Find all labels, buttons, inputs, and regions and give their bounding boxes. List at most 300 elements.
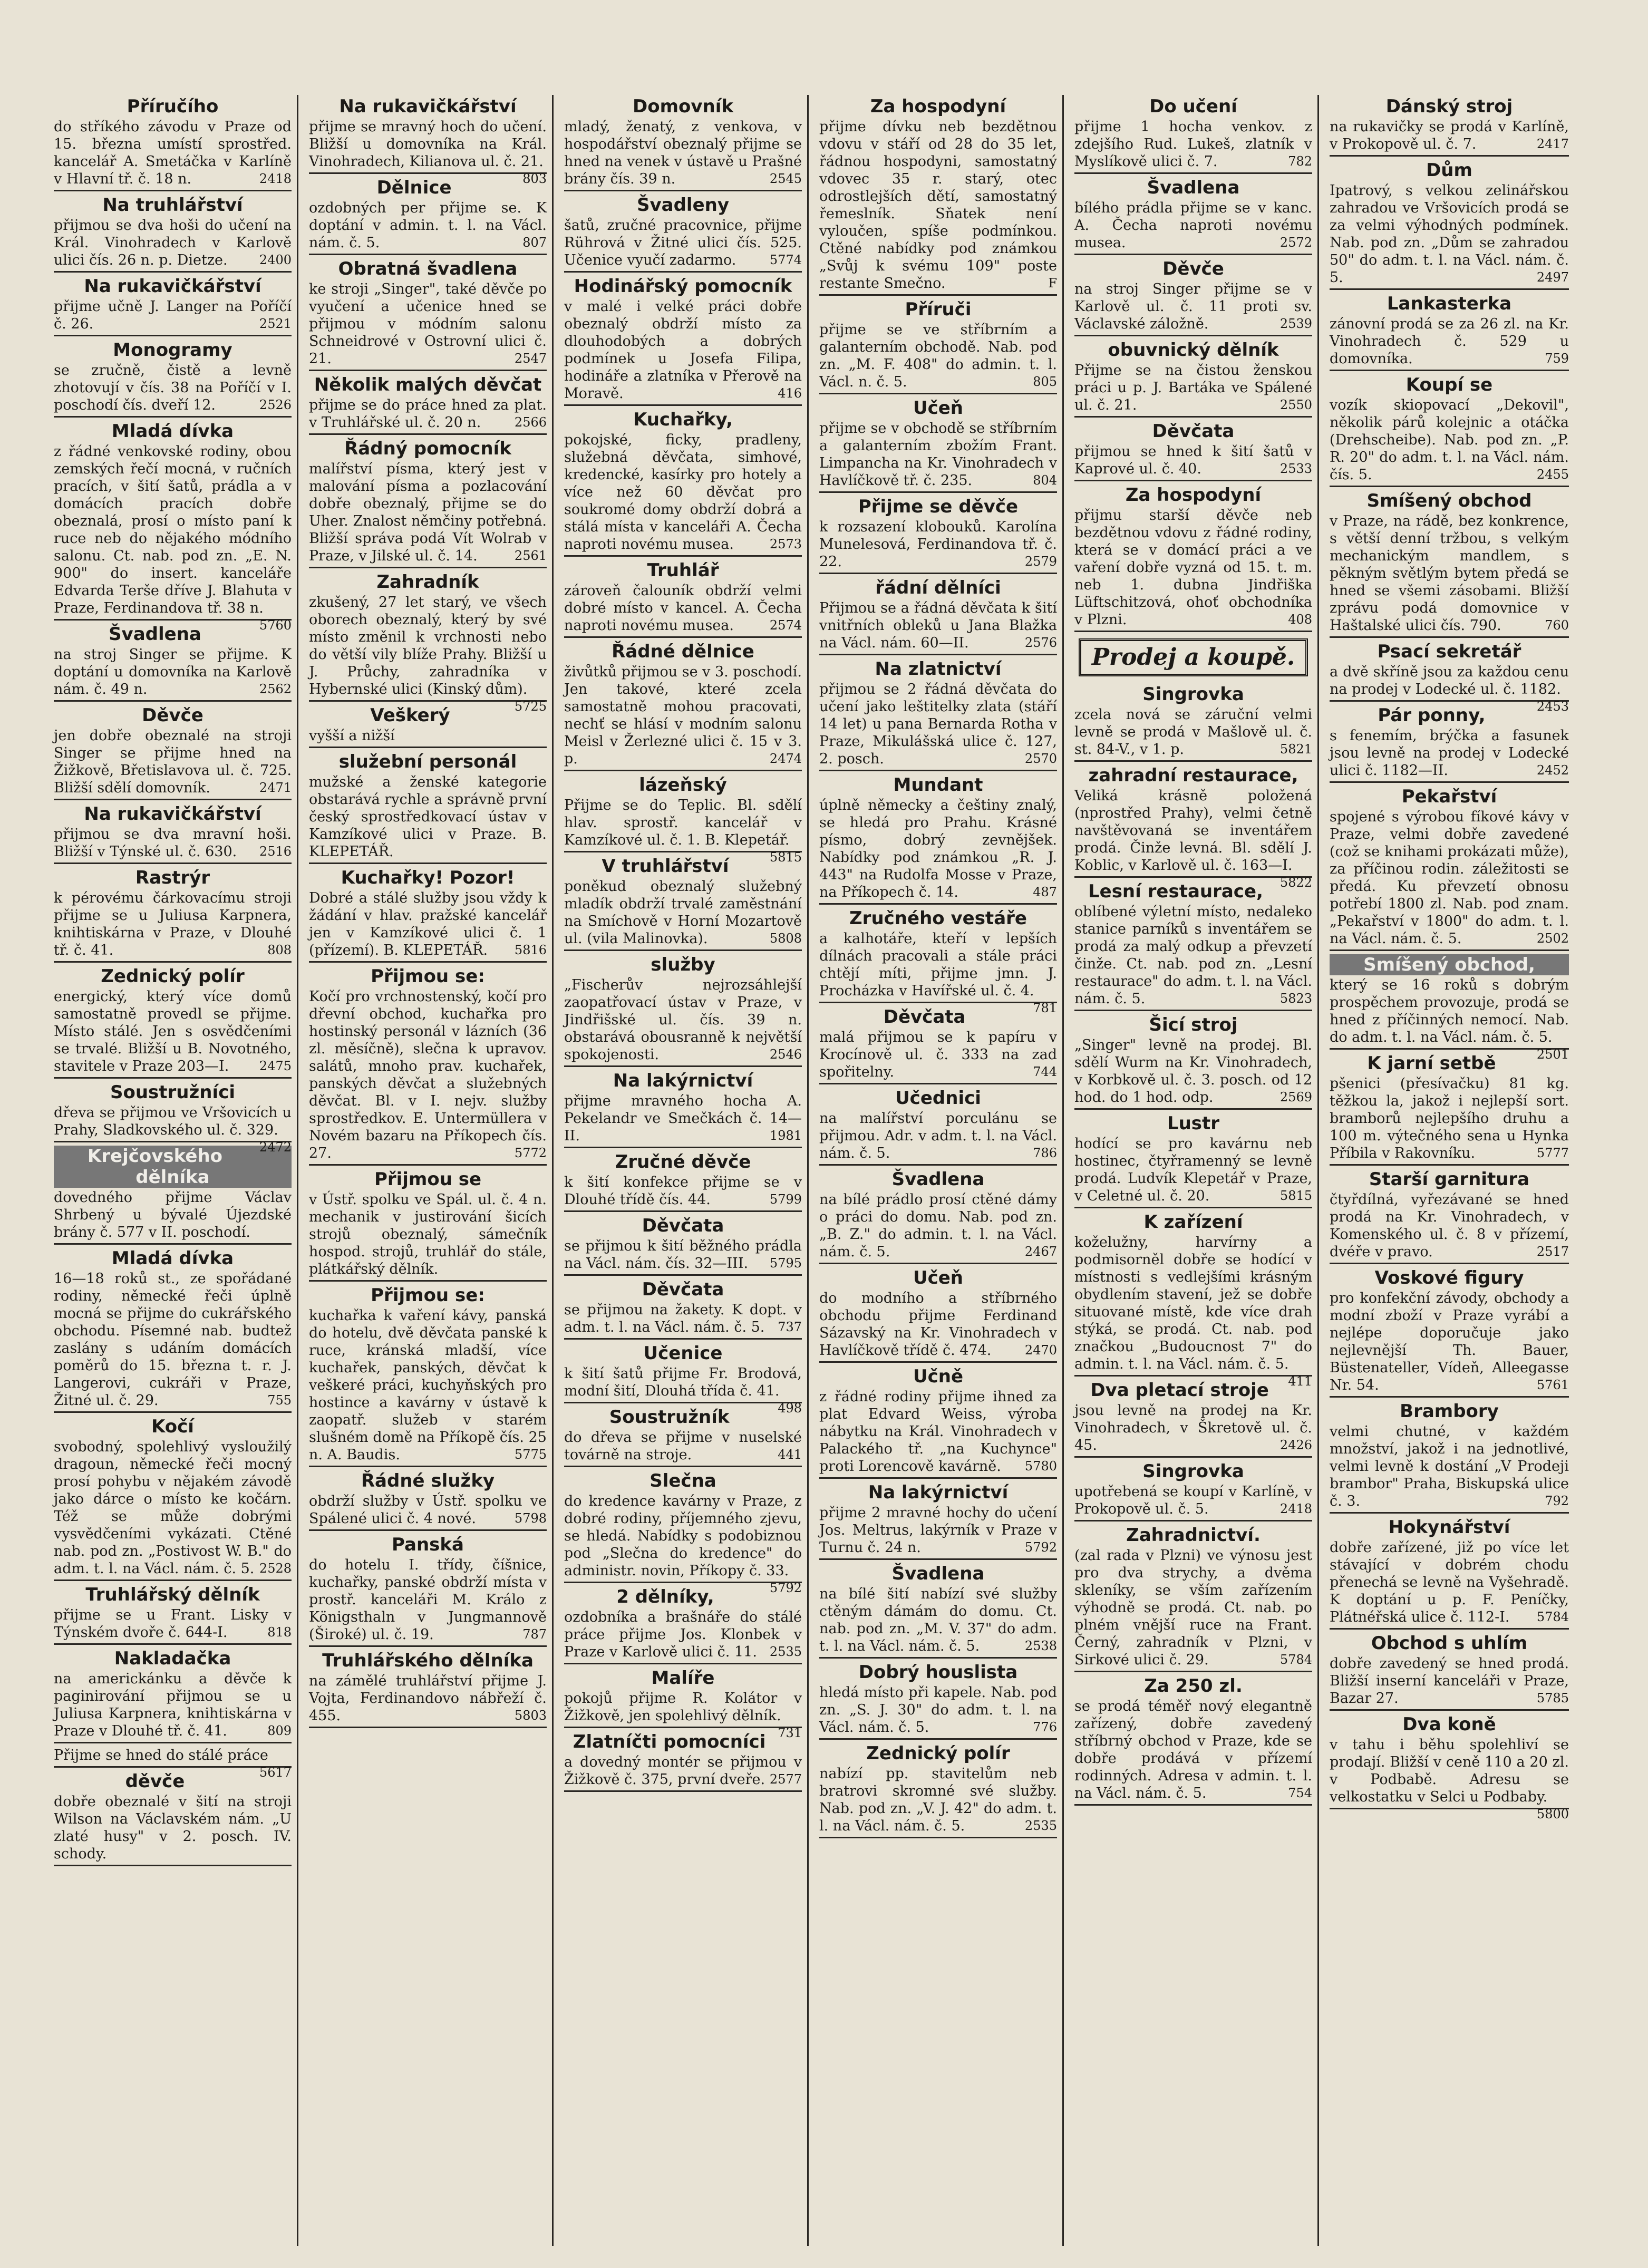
ad-text: svobodný, spolehlivý vysloužilý dragoun, německé řeči mocný prosí pohybu v nějakém závodě jako dárce o místo ke kočárn. Též se může dobrými vysvědčeními vykázati. Ctěné nab. pod zn. „Postivost W. B." do adm. t. l. na Václ. nám. č. 5.	[54, 1439, 292, 1577]
ad-text: přijme mravného hocha A. Pekelandr ve Smečkách č. 14—II.	[564, 1093, 802, 1144]
classified-ad	[309, 867, 547, 963]
classified-ad	[564, 1279, 802, 1340]
ad-number: 416	[778, 386, 802, 401]
ad-text: obdrží služby v Ústř. spolku ve Spálené ulici č. 4 nové.	[309, 1493, 547, 1527]
classified-ad	[564, 1215, 802, 1276]
ad-heading: Děvče	[1162, 258, 1224, 279]
ad-text: na bílé šití nabízí své služby ctěným dámám do domu. Ct. nab. pod zn. „M. V. 37" do adm. t. l. na Václ. nám. č. 5.	[819, 1586, 1057, 1654]
ad-text: přijme se do práce hned za plat. v Truhlářské ul. č. 20 n.	[309, 397, 547, 431]
ad-heading: Starší garnitura	[1369, 1169, 1530, 1190]
ad-number: 2547	[514, 351, 547, 366]
classified-ad	[564, 1470, 802, 1595]
ad-heading: Malíře	[651, 1668, 715, 1689]
ad-heading: Domovník	[632, 96, 733, 117]
ad-text: se zručně, čistě a levně zhotovují v čís. 38 na Poříčí v I. poschodí čís. dveří 12.	[54, 362, 292, 413]
ad-number: 781	[1033, 1001, 1057, 1015]
ad-heading: Řádné dělnice	[612, 641, 754, 662]
ad-text: přijme 1 hocha venkov. z zdejšího Rud. Lukeš, zlatník v Myslíkově ulici č. 7.	[1074, 119, 1312, 170]
ad-number: 786	[1033, 1146, 1057, 1160]
classified-ad	[54, 1082, 292, 1155]
ad-text: velmi chutné, v každém množství, jakož i na jednotlivé, velmi levně k dostání „V Prodeji brambor" Praha, Biskupská ulice č. 3.	[1330, 1423, 1569, 1509]
classified-ad	[54, 1416, 292, 1581]
ad-heading: Mundant	[893, 774, 983, 796]
ad-heading: Lankasterka	[1387, 293, 1512, 314]
ad-text: zánovní prodá se za 26 zl. na Kr. Vinohradech č. 529 u domovníka.	[1330, 316, 1569, 367]
ad-heading: Za hospodyní	[1125, 484, 1262, 506]
ad-heading: Dánský stroj	[1385, 96, 1513, 117]
classified-ad	[1330, 1169, 1569, 1264]
classified-ad	[819, 774, 1057, 905]
ad-number: 2453	[1536, 699, 1569, 714]
ad-heading: Kuchařky,	[633, 409, 733, 430]
ad-heading: Lesní restaurace,	[1088, 881, 1263, 902]
ad-text: nabízí pp. stavitelům neb bratrovi skromné své služby. Nab. pod zn. „V. J. 42" do adm. t. l. na Václ. nám. č. 5.	[819, 1766, 1057, 1834]
ad-heading: Příruči	[905, 299, 972, 320]
ad-heading: Šicí stroj	[1149, 1014, 1238, 1035]
ad-text: přijme se v obchodě se stříbrním a galanterním zbožím Frant. Limpancha na Kr. Vinohradech v Havlíčkově tř. č. 235.	[819, 420, 1057, 489]
ad-number: 2417	[1536, 137, 1569, 151]
ad-number: 2535	[769, 1644, 802, 1659]
ad-column-1	[51, 95, 298, 2246]
ad-text: z řádné venkovské rodiny, obou zemských řečí mocná, v ručních pracích, v šití šatů, prádla a v domácích pracích dobře obeznalá, prosí o místo paní k ruce neb do nějakého módního salonu. Ct. nab. pod zn. „E. N. 900" do insert. kanceláře Edvarda Terše dříve J. Blahuta v Praze, Ferdinandova tř. 38 n.	[54, 443, 292, 616]
ad-number: 5774	[769, 253, 802, 267]
classified-ad	[819, 1662, 1057, 1740]
ad-number: 2517	[1536, 1244, 1569, 1259]
ad-number: 2501	[1536, 1047, 1569, 1062]
ad-number: 2533	[1279, 461, 1312, 476]
ad-text: malířství písma, který jest v malování písma a pozlacování dobře obeznalý, přijme se do Uher. Znalost němčiny potřebná. Bližší správa podá Vít Wolrab v Praze, v Jilské ul. č. 14.	[309, 461, 547, 564]
ad-text: vozík skiopovací „Dekovil", několik párů kolejnic a otáčka (Drehscheibe). Nab. pod zn. „P. R. 20" do adm. t. l. na Václ. nám. čís. 5.	[1330, 397, 1569, 483]
ad-heading: Přijme se děvče	[858, 496, 1019, 517]
ad-heading: Na rukavičkářství	[339, 96, 517, 117]
ad-text: úplně německy a češtiny znalý, se hledá pro Prahu. Krásné písmo, dobrý zevnějšek. Nabídky pod známkou „R. J. 443" na Rudolfa Mosse v Praze, na Příkopech č. 14.	[819, 797, 1057, 900]
ad-text: do hotelu I. třídy, číšnice, kuchařky, panské obdrží místa v prostř. kanceláři M. Králo z Königsthaln v Jungmannově (Široké) ul. č. 19.	[309, 1557, 547, 1643]
ad-number: 805	[1033, 374, 1057, 389]
ad-heading: V truhlářství	[602, 856, 729, 877]
ad-heading: Hokynářství	[1388, 1517, 1510, 1538]
classified-ad	[54, 1584, 292, 1645]
ad-heading: Učeň	[913, 398, 964, 419]
ad-heading: Psací sekretář	[1377, 641, 1521, 662]
ad-heading: Kočí	[151, 1416, 194, 1437]
ad-heading: Na lakýrnictví	[613, 1070, 753, 1091]
ad-heading: Děvčata	[1152, 421, 1235, 442]
ad-heading: Na truhlářství	[102, 195, 243, 216]
ad-number: 2516	[259, 844, 292, 859]
ad-text: k šití šatů přijme Fr. Brodová, modní šití, Dlouhá třída č. 41.	[564, 1365, 802, 1399]
classified-ad	[819, 1366, 1057, 1479]
ad-heading: Smíšený obchod	[1366, 490, 1532, 511]
ad-text: bílého prádla přijme se v kanc. A. Čecha naproti novému musea.	[1074, 200, 1312, 251]
ad-number: 755	[267, 1393, 292, 1408]
ad-heading: Příručího	[127, 96, 219, 117]
ad-text: na americkánku a děvče k paginirování přijmou se u Juliusa Karpnera, knihtiskárna v Praze v Dlouhé tř. č. 41.	[54, 1671, 292, 1739]
classified-ad	[54, 1771, 292, 1866]
classified-ad	[1330, 160, 1569, 290]
ad-number: 1981	[769, 1128, 802, 1143]
ad-text: přijmu starší děvče neb bezdětnou vdovu z řádné rodiny, která se v domácí práci a ve vaření dobře vyzná od 15. t. m. neb 1. dubna Jindřiška Lüftschitzová, ohoť obchodníka v Plzni.	[1074, 507, 1312, 628]
classified-ad	[1330, 1633, 1569, 1711]
ad-heading: K jarní setbě	[1367, 1053, 1496, 1074]
ad-text: oblíbené výletní místo, nedaleko stanice parníků s inventářem se prodá za malý odkup a převzetí činže. Ct. nab. pod zn. „Lesní restaurace" do adm. t. l. na Václ. nám. č. 5.	[1074, 904, 1312, 1007]
classified-ad	[1074, 421, 1312, 481]
ad-heading: Zahradnictví.	[1126, 1525, 1261, 1546]
ad-number: 411	[1288, 1374, 1312, 1389]
ad-text: z řádné rodiny přijme ihned za plat Edvard Weiss, výroba nábytku na Král. Vinohradech v Palackého tř. „na Kuchynce" proti Lorencově kavárně.	[819, 1389, 1057, 1475]
ad-number: 5816	[514, 943, 547, 957]
ad-number: 5798	[514, 1511, 547, 1526]
ad-text: k rozsazení klobouků. Karolína Munelesová, Ferdinandova tř. č. 22.	[819, 519, 1057, 570]
ad-heading: Pár ponny,	[1378, 705, 1486, 726]
ad-text: jsou levně na prodej na Kr. Vinohradech, v Škretově ul. č. 45.	[1074, 1402, 1312, 1453]
ad-text: na stroj Singer přijme se v Karlově ul. č. 11 proti sv. Václavské záložně.	[1074, 281, 1312, 332]
ad-number: 408	[1288, 612, 1312, 627]
classified-ad	[309, 96, 547, 186]
ad-number: 5760	[259, 618, 292, 633]
ad-number: 2400	[259, 253, 292, 267]
ad-heading: Švadlena	[1147, 177, 1240, 198]
ad-number: 782	[1288, 154, 1312, 169]
ad-number: 2528	[259, 1561, 292, 1576]
ad-text: zkušený, 27 let starý, ve všech oborech obeznalý, který by své místo změnil k vrchnosti nebo do větší vily blíže Prahy. Bližší u J. Průchy, zahradníka v Hybernské ulici (Kinský dům).	[309, 594, 547, 697]
ad-number: 5761	[1536, 1378, 1569, 1392]
classified-ad	[564, 1151, 802, 1212]
classified-ad	[1074, 684, 1312, 762]
ad-text: do dřeva se přijme v nuselské továrně na stroje.	[564, 1429, 802, 1463]
classified-ad	[1330, 1053, 1569, 1166]
ad-number: 731	[778, 1726, 802, 1740]
ad-heading: Soustružník	[609, 1407, 730, 1428]
ad-heading: děvče	[125, 1771, 185, 1792]
classified-ad	[309, 258, 547, 371]
ad-text: dovedného přijme Václav Shrbený u bývalé Újezdské brány č. 577 v II. poschodí.	[54, 1189, 292, 1240]
ad-column-3	[561, 95, 809, 2246]
classified-ad	[309, 966, 547, 1166]
ad-text: pšenici (přesívačku) 81 kg. těžkou la, jakož i nejlepší sort. bramborů nejlepšího druhu a 100 m. výtečného sena u Hynka Příbila v Rakovníku.	[1330, 1075, 1569, 1161]
ad-heading: Voskové figury	[1374, 1267, 1524, 1288]
ad-heading: Do učení	[1149, 96, 1237, 117]
ad-heading: Truhlářského dělníka	[322, 1650, 534, 1671]
classified-ad	[54, 705, 292, 800]
ad-number: 2474	[769, 751, 802, 766]
ad-number: 792	[1545, 1494, 1569, 1508]
classified-ad	[1074, 1014, 1312, 1110]
ad-number: 5821	[1279, 742, 1312, 757]
ad-text: Přijme se na čistou ženskou práci u p. J. Bartáka ve Spálené ul. č. 21.	[1074, 362, 1312, 413]
ad-heading: Nakladačka	[114, 1648, 231, 1669]
ad-text: koželužny, harvírny a podmisorněl dobře se hodící v místnosti s vedlejšími krásným obydlením stavení, jež se dobře situované místě, kde více drah stýká, se prodá. Ct. nab. pod značkou „Budoucnost 7" do admin. t. l. na Václ. nám. č. 5.	[1074, 1234, 1312, 1372]
classified-ad	[819, 1482, 1057, 1560]
ad-number: 5792	[1024, 1540, 1057, 1555]
ad-heading: Singrovka	[1142, 1461, 1244, 1482]
ad-number: 787	[522, 1627, 547, 1642]
ad-number: 2539	[1279, 316, 1312, 331]
ad-heading: Panská	[392, 1534, 464, 1555]
section-banner: Prodej a koupě.	[1079, 638, 1308, 676]
ad-text: upotřebená se koupí v Karlíně, v Prokopově ul. č. 5.	[1074, 1484, 1312, 1517]
ad-heading: Dva pletací stroje	[1090, 1380, 1269, 1401]
ad-heading: Na lakýrnictví	[868, 1482, 1009, 1503]
classified-ad	[564, 560, 802, 638]
ad-number: 818	[267, 1625, 292, 1640]
ad-text: se přijmou na žakety. K dopt. v adm. t. l. na Václ. nám. č. 5.	[564, 1302, 802, 1335]
ad-number: 5775	[514, 1447, 547, 1462]
ad-text: přijme dívku neb bezdětnou vdovu v stáří od 28 do 35 let, řádnou hospodyni, samostatný vdovec 35 r. starý, otec odrostlejších dětí, samostatný řemeslník. Sňatek není vyloučen, spíše podmínkou. Ctěné nabídky pod známkou „Svůj k svému 109" poste restante Smečno.	[819, 119, 1057, 292]
ad-text: Kočí pro vrchnostenský, kočí pro dřevní obchod, kuchařka pro hostinský personál v lázních (36 zl. měsíčně), slečna k upravov. salátů, mnoho prav. kuchařek, panských děvčat a služebných děvčat. Bl. v I. nejv. služby sprostředkov. E. Untermüllera v Novém bazaru na Příkopech čís. 27.	[309, 988, 547, 1161]
classified-ad	[564, 195, 802, 273]
ad-text: Přijmou se a řádná děvčata k šití vnitřních obleků u Jana Blažka na Václ. nám. 60—II.	[819, 600, 1057, 651]
ad-number: 2569	[1279, 1090, 1312, 1104]
ad-heading: Dobrý houslista	[858, 1662, 1018, 1683]
ad-heading: Singrovka	[1142, 684, 1244, 705]
ad-heading: lázeňský	[639, 774, 727, 796]
classified-ad	[54, 966, 292, 1079]
ad-text: mladý, ženatý, z venkova, v hospodářství obeznalý přijme se hned na venek v ústavě u Prašné brány čís. 39 n.	[564, 119, 802, 187]
ad-text: s fenemím, brýčka a fasunek jsou levně na prodej v Lodecké ulici č. 1182—II.	[1330, 728, 1569, 779]
ad-number: 2546	[769, 1047, 802, 1062]
classified-ad	[1074, 340, 1312, 418]
ad-heading: Děvčata	[642, 1279, 724, 1300]
ad-number: 804	[1033, 473, 1057, 488]
ad-number: 5803	[514, 1708, 547, 1723]
classified-ad	[54, 867, 292, 963]
ad-text: energický, který více domů samostatně provedl se přijme. Místo stálé. Jen s osvědčeními se trvalé. Bližší u B. Novotného, stavitele v Praze 203—I.	[54, 988, 292, 1074]
classified-ad	[819, 1088, 1057, 1166]
ad-text: spojené s výrobou fíkové kávy v Praze, velmi dobře zavedené (což se knihami prokázati může), za příčinou rodin. záležitosti se předá. Ku převzetí obnosu potřebí 1800 zl. Nab. pod znam. „Pekařství v 1800" do adm. t. l. na Václ. nám. č. 5.	[1330, 809, 1569, 947]
ad-number: 2550	[1279, 398, 1312, 412]
ad-heading: Zednický polír	[101, 966, 245, 987]
ad-number: 2418	[1279, 1501, 1312, 1516]
ad-text: zcela nová se záruční velmi levně se prodá v Mašlově ul. č. st. 84-V., v 1. p.	[1074, 706, 1312, 758]
ad-number: 2570	[1024, 751, 1057, 766]
classified-ad	[1330, 641, 1569, 714]
ad-heading: Děvče	[142, 705, 203, 726]
classified-ad	[564, 1731, 802, 1792]
ad-heading: Přijmou se:	[371, 966, 485, 987]
ad-text: ozdobných per přijme se. K doptání v admin. t. l. na Václ. nám. č. 5.	[309, 200, 547, 251]
ad-text: v tahu i běhu spolehliví se prodají. Bližší v ceně 110 a 20 zl. v Podbabě. Adresu se velkostatku v Selci u Podbaby.	[1330, 1737, 1569, 1805]
classified-ad	[564, 1070, 802, 1148]
ad-number: 5784	[1536, 1610, 1569, 1624]
ad-number: 5785	[1536, 1691, 1569, 1705]
classified-ad	[564, 1586, 802, 1664]
ad-number: 5815	[769, 850, 802, 865]
ad-text: hodící se pro kavárnu neb hostinec, čtyřramenný se levně prodá. Ludvík Klepetář v Praze, v Celetné ul. č. 20.	[1074, 1136, 1312, 1204]
ad-number: 2455	[1536, 467, 1569, 482]
ad-heading: Soustružníci	[110, 1082, 235, 1103]
ad-text: na bílé prádlo prosí ctěné dámy o práci do domu. Nab. pod zn. „B. Z." do admin. t. l. na Václ. nám. č. 5.	[819, 1191, 1057, 1260]
classified-ad	[1330, 293, 1569, 371]
ad-number: 5780	[1024, 1459, 1057, 1474]
ad-heading: Zlatníčti pomocníci	[573, 1731, 766, 1752]
ad-heading: Učednici	[895, 1088, 981, 1109]
ad-number: 2497	[1536, 270, 1569, 285]
ad-number: 2566	[514, 415, 547, 430]
ad-text: ke stroji „Singer", také děvče po vyučení a učenice hned se přijmou v módním salonu Schneidrové v Ostrovní ulici č. 21.	[309, 281, 547, 367]
classified-ad	[819, 496, 1057, 574]
ad-text: dřeva se přijmou ve Vršovicích u Prahy, Sladkovského ul. č. 329.	[54, 1104, 292, 1138]
ad-number: 803	[522, 171, 547, 186]
ad-heading: Mladá dívka	[111, 421, 234, 442]
ad-text: a dvě skříně jsou za každou cenu na prodej v Lodecké ul. č. 1182.	[1330, 664, 1569, 697]
ad-heading: Koupí se	[1405, 374, 1493, 395]
ad-heading: Monogramy	[113, 340, 232, 361]
classified-ads-page	[51, 95, 1574, 2246]
ad-text: v Praze, na rádě, bez konkrence, s větší denní tržbou, s velkým mechanickým mandlem, s pěkným světlým bytem předá se hned se všemi zásobami. Bližší zprávu podá domovnice v Haštalské ulici čís. 790.	[1330, 513, 1569, 634]
ad-number: 2579	[1024, 554, 1057, 569]
ad-heading: Obratná švadlena	[338, 258, 518, 279]
classified-ad	[309, 177, 547, 255]
classified-ad	[54, 421, 292, 633]
classified-ad	[1074, 177, 1312, 255]
classified-ad	[309, 374, 547, 435]
classified-ad	[819, 1169, 1057, 1264]
ad-heading: Pekařství	[1401, 786, 1497, 807]
classified-ad	[309, 1285, 547, 1467]
classified-ad	[1330, 1517, 1569, 1630]
classified-ad	[1074, 1461, 1312, 1521]
classified-ad	[54, 1747, 292, 1780]
classified-ad	[54, 276, 292, 336]
ad-column-5	[1071, 95, 1319, 2246]
ad-heading: Zručné děvče	[615, 1151, 751, 1172]
ad-text: kuchařka k vaření kávy, panská do hotelu, dvě děvčata panské k ruce, kránská mladší, více kuchařek, panských, děvčat k veškeré práci, kuchyňských pro hostince a kavárny v ústavě k zaopatř. služeb v starém slušném domě na Příkopě čís. 25 n. A. Baudis.	[309, 1307, 547, 1463]
ad-text: Přijme se hned do stálé práce	[54, 1747, 268, 1763]
classified-ad	[1330, 374, 1569, 487]
ad-heading: Zahradník	[376, 571, 479, 593]
ad-text: hledá místo při kapele. Nab. pod zn. „S. J. 30" do adm. t. l. na Václ. nám. č. 5.	[819, 1684, 1057, 1736]
ad-number: 2467	[1024, 1244, 1057, 1259]
ad-heading: Mladá dívka	[111, 1248, 234, 1269]
ad-column-4	[816, 95, 1064, 2246]
ad-heading: Učeň	[913, 1267, 964, 1288]
ad-number: 5823	[1279, 991, 1312, 1006]
ad-number: 2576	[1024, 635, 1057, 650]
ad-text: pokojů přijme R. Kolátor v Žižkově, jen spolehlivý dělník.	[564, 1690, 802, 1724]
ad-number: 2426	[1279, 1438, 1312, 1452]
ad-text: dobře obeznalé v šití na stroji Wilson na Václavském nám. „U zlaté husy" v 2. posch. IV. schody.	[54, 1794, 292, 1862]
ad-heading: Kuchařky! Pozor!	[341, 867, 515, 888]
classified-ad	[1074, 765, 1312, 890]
ad-text: na rukavičky se prodá v Karlíně, v Prokopově ul. č. 7.	[1330, 119, 1569, 152]
ad-text: mužské a ženské kategorie obstarává rychle a správně první český sprostředkovací ústav v Kamzíkové ulici v Praze. B. KLEPETÁŘ.	[309, 774, 547, 860]
ad-text: pokojské, ficky, pradleny, služebná děvčata, simhové, kredencké, kasírky pro hotely a více než 60 děvčat pro soukromé domy obdrží dobrá a stálá místa v kanceláři A. Čecha naproti novému musea.	[564, 432, 802, 553]
classified-ad	[564, 96, 802, 191]
ad-heading: služební personál	[338, 751, 517, 772]
classified-ad	[309, 1650, 547, 1728]
ad-number: 2561	[514, 548, 547, 563]
classified-ad	[54, 195, 292, 273]
classified-ad	[1330, 1267, 1569, 1398]
ad-heading: Dva koně	[1402, 1714, 1496, 1735]
ad-heading: Rastrýr	[135, 867, 210, 888]
ad-heading: Učně	[913, 1366, 964, 1387]
classified-ad	[1330, 96, 1569, 157]
ad-number: 5795	[769, 1256, 802, 1271]
classified-ad	[1330, 705, 1569, 783]
classified-ad	[54, 624, 292, 702]
ad-number: F	[1048, 276, 1057, 290]
ad-number: 2521	[259, 316, 292, 331]
ad-number: 737	[778, 1320, 802, 1334]
ad-column-2	[306, 95, 554, 2246]
classified-ad	[1074, 1211, 1312, 1389]
ad-number: 2502	[1536, 931, 1569, 946]
classified-ad	[309, 1470, 547, 1531]
ad-heading: řádní dělníci	[875, 577, 1001, 598]
ad-text: do modního a stříbrného obchodu přijme Ferdinand Sázavský na Kr. Vinohradech v Havlíčkově třídě č. 474.	[819, 1290, 1057, 1359]
classified-ad	[1074, 1675, 1312, 1806]
ad-text: pro konfekční závody, obchody a modní zboží v Praze vyrábí a nejlépe doporučuje jako nejlevnější Th. Bauer, Büstenateller, Vídeň, Alleegasse Nr. 54.	[1330, 1290, 1569, 1393]
ad-number: 5808	[769, 931, 802, 946]
ad-text: přijme učně J. Langer na Poříčí č. 26.	[54, 298, 292, 332]
ad-text: přijme se mravný hoch do učení. Bližší u domovníka na Král. Vinohradech, Kilianova ul. č. 21.	[309, 119, 547, 170]
ad-text: zároveň čalouník obdrží velmi dobré místo v kancel. A. Čecha naproti novému musea.	[564, 583, 802, 634]
ad-text: na zámělé truhlářství přijme J. Vojta, Ferdinandovo nábřeží č. 455.	[309, 1673, 547, 1724]
classified-ad	[564, 856, 802, 951]
classified-ad	[54, 1146, 292, 1245]
classified-ad	[1074, 1525, 1312, 1672]
classified-ad	[819, 1006, 1057, 1084]
ad-heading: Švadlena	[891, 1169, 985, 1190]
ad-number: 5799	[769, 1192, 802, 1207]
ad-heading: Přijmou se	[374, 1169, 482, 1190]
ad-heading: Přijmou se:	[371, 1285, 485, 1306]
ad-text: dobře zařízené, již po více let stávající v dobrém chodu přenechá se levně na Vyšehradě. K doptání u p. F. Peníčky, Plátnéřská ulice č. 112-I.	[1330, 1539, 1569, 1625]
ad-number: 2545	[769, 171, 802, 186]
ad-heading: Řádné služky	[361, 1470, 495, 1491]
ad-number: 5777	[1536, 1146, 1569, 1160]
ad-heading: Krejčovského dělníka	[54, 1146, 292, 1188]
classified-ad	[564, 641, 802, 771]
classified-ad	[54, 803, 292, 864]
ad-number: 5822	[1279, 875, 1312, 890]
classified-ad	[819, 1743, 1057, 1838]
ad-heading: Zručného vestáře	[849, 908, 1027, 929]
ad-number: 5772	[514, 1146, 547, 1160]
ad-number: 5784	[1279, 1652, 1312, 1667]
classified-ad	[1074, 484, 1312, 632]
classified-ad	[1074, 96, 1312, 174]
ad-text: přijme se ve stříbrním a galanterním obchodě. Nab. pod zn. „M. F. 408" do admin. t. l. Václ. n. č. 5.	[819, 322, 1057, 390]
ad-number: 2452	[1536, 763, 1569, 778]
classified-ad	[1074, 258, 1312, 336]
ad-text: který se 16 roků s dobrým prospěchem provozuje, prodá se hned z příčinných nemocí. Nab. do adm. t. l. na Václ. nám. č. 5.	[1330, 977, 1569, 1045]
ad-text: přijme 2 mravné hochy do učení Jos. Meltrus, lakýrník v Praze v Turnu č. 24 n.	[819, 1505, 1057, 1556]
classified-ad	[819, 1563, 1057, 1659]
ad-text: a kalhotáře, kteří v lepších dílnách pracovali a stále práci chtějí míti, přijme jmn. J. Procházka v Havířské ul. č. 4.	[819, 931, 1057, 999]
ad-number: 498	[778, 1401, 802, 1416]
ad-text: 16—18 roků st., ze spořádané rodiny, německé řeči úplně mocná se přijme do cukrářského obchodu. Písemné nab. budtež zaslány s udáním domácích poměrů do 15. března t. r. J. Langerovi, cukráři v Praze, Žitné ul. č. 29.	[54, 1271, 292, 1409]
ad-text: vyšší a nižší	[309, 728, 395, 744]
ad-number: 754	[1288, 1786, 1312, 1800]
ad-text: v Ústř. spolku ve Spál. ul. č. 4 n. mechanik v justirování šicích strojů obeznalý, sámečník hospod. strojů, truhlář do stále, plátkářský dělník.	[309, 1191, 547, 1277]
ad-text: Ipatrový, s velkou zelinářskou zahradou ve Vršovicích prodá se za velmi výhodných podmínek. Nab. pod zn. „Dům se zahradou 50" do adm. t. l. na Václ. nám. č. 5.	[1330, 182, 1569, 286]
ad-text: na stroj Singer se přijme. K doptání u domovníka na Karlově nám. č. 49 n.	[54, 646, 292, 697]
ad-number: 5725	[514, 699, 547, 714]
classified-ad	[1074, 1113, 1312, 1208]
classified-ad	[54, 340, 292, 418]
ad-text: dobře zavedený se hned prodá. Bližší inserní kanceláři v Praze, Bazar 27.	[1330, 1655, 1569, 1707]
ad-text: Veliká krásně položená (nprostřed Prahy), velmi četně navštěvovaná se inventářem prodá. Činže levná. Bl. sdělí J. Koblic, v Karlově ul. č. 163—I.	[1074, 788, 1312, 874]
classified-ad	[1330, 954, 1569, 1062]
ad-text: v malé i velké práci dobře obeznalý obdrží místo za dlouhodobých a dobrých podmínek u Josefa Filipa, hodináře a zlatníka v Přerově na Moravě.	[564, 298, 802, 402]
classified-ad	[819, 658, 1057, 771]
ad-text: na malířství porculánu se přijmou. Adr. v adm. t. l. na Václ. nám. č. 5.	[819, 1110, 1057, 1161]
ad-heading: zahradní restaurace,	[1088, 765, 1298, 786]
classified-ad	[819, 299, 1057, 394]
ad-text: poněkud obeznalý služebný mladík obdrží trvalé zaměstnání na Smíchově v Horní Mozartově ul. (vila Malinovka).	[564, 878, 802, 947]
